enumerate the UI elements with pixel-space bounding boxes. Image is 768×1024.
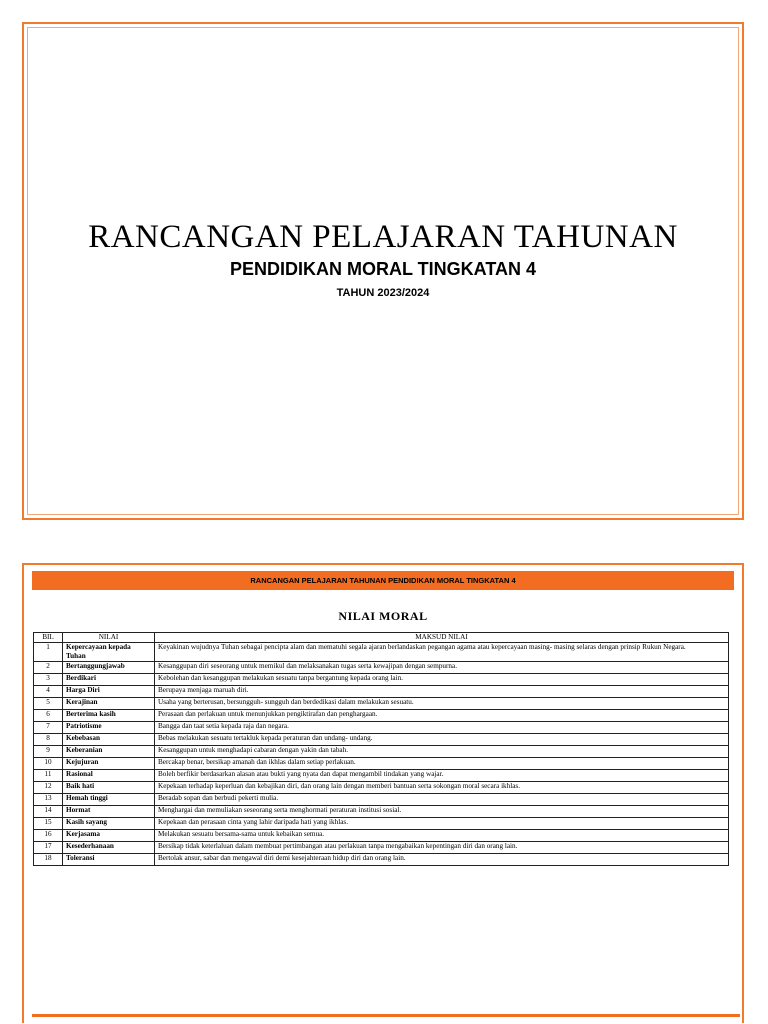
cover-page [22, 22, 744, 520]
table-row [34, 842, 729, 854]
bil-cell: 5 [34, 698, 63, 710]
maksud-cell: Kesanggupan diri seseorang untuk memikul dan melaksanakan tugas serta kewajipan dengan sempurna. [155, 662, 729, 674]
page-header-banner: RANCANGAN PELAJARAN TAHUNAN PENDIDIKAN MORAL TINGKATAN 4 [32, 571, 734, 590]
table-row [34, 770, 729, 782]
maksud-cell: Bercakap benar, bersikap amanah dan ikhlas dalam setiap perlakuan. [155, 758, 729, 770]
bil-cell: 15 [34, 818, 63, 830]
table-row [34, 782, 729, 794]
maksud-cell: Melakukan sesuatu bersama-sama untuk kebaikan semua. [155, 830, 729, 842]
table-row [34, 698, 729, 710]
bil-cell: 16 [34, 830, 63, 842]
nilai-cell: Baik hati [63, 782, 155, 794]
nilai-cell: Hormat [63, 806, 155, 818]
bil-cell: 11 [34, 770, 63, 782]
column-header-bil: BIL [34, 633, 63, 643]
bil-cell: 10 [34, 758, 63, 770]
nilai-cell: Toleransi [63, 854, 155, 866]
bil-cell: 17 [34, 842, 63, 854]
document-title: RANCANGAN PELAJARAN TAHUNAN [88, 219, 678, 255]
maksud-cell: Boleh berfikir berdasarkan alasan atau bukti yang nyata dan dapat mengambil tindakan yang wajar. [155, 770, 729, 782]
bil-cell: 4 [34, 686, 63, 698]
maksud-cell: Kesanggupan untuk menghadapi cabaran dengan yakin dan tabah. [155, 746, 729, 758]
maksud-cell: Perasaan dan perlakuan untuk menunjukkan pengiktirafan dan penghargaan. [155, 710, 729, 722]
maksud-cell: Kepekaan terhadap keperluan dan kebajikan diri, dan orang lain dengan memberi bantuan serta sokongan moral secara ikhlas. [155, 782, 729, 794]
table-row [34, 854, 729, 866]
nilai-cell: Kasih sayang [63, 818, 155, 830]
bil-cell: 9 [34, 746, 63, 758]
table-row [34, 758, 729, 770]
bil-cell: 6 [34, 710, 63, 722]
bil-cell: 12 [34, 782, 63, 794]
nilai-cell: Patriotisme [63, 722, 155, 734]
document-year: TAHUN 2023/2024 [336, 287, 430, 299]
bil-cell: 13 [34, 794, 63, 806]
table-row [34, 662, 729, 674]
nilai-cell: Kejujuran [63, 758, 155, 770]
table-row [34, 674, 729, 686]
table-row [34, 830, 729, 842]
table-row [34, 686, 729, 698]
table-row [34, 794, 729, 806]
nilai-cell: Keberanian [63, 746, 155, 758]
nilai-cell: Hemah tinggi [63, 794, 155, 806]
nilai-cell: Kepercayaan kepada Tuhan [63, 643, 155, 662]
nilai-cell: Berterima kasih [63, 710, 155, 722]
column-header-maksud: MAKSUD NILAI [155, 633, 729, 643]
bil-cell: 7 [34, 722, 63, 734]
nilai-cell: Kesederhanaan [63, 842, 155, 854]
table-header-row [34, 633, 729, 643]
nilai-cell: Rasional [63, 770, 155, 782]
nilai-cell: Kebebasan [63, 734, 155, 746]
maksud-cell: Berupaya menjaga maruah diri. [155, 686, 729, 698]
maksud-cell: Usaha yang berterusan, bersungguh- sungguh dan berdedikasi dalam melakukan sesuatu. [155, 698, 729, 710]
maksud-cell: Bersikap tidak keterlaluan dalam membuat pertimbangan atau perlakuan tanpa mengabaikan kepentingan diri dan orang lain. [155, 842, 729, 854]
bil-cell: 2 [34, 662, 63, 674]
bil-cell: 1 [34, 643, 63, 662]
table-row [34, 818, 729, 830]
maksud-cell: Menghargai dan memuliakan seseorang serta menghormati peraturan institusi sosial. [155, 806, 729, 818]
bil-cell: 8 [34, 734, 63, 746]
maksud-cell: Bebas melakukan sesuatu tertakluk kepada peraturan dan undang- undang. [155, 734, 729, 746]
table-row [34, 734, 729, 746]
table-row [34, 710, 729, 722]
column-header-nilai: NILAI [63, 633, 155, 643]
bil-cell: 18 [34, 854, 63, 866]
bil-cell: 3 [34, 674, 63, 686]
table-row [34, 722, 729, 734]
maksud-cell: Kepekaan dan perasaan cinta yang lahir daripada hati yang ikhlas. [155, 818, 729, 830]
maksud-cell: Kebolehan dan kesanggupan melakukan sesuatu tanpa bergantung kepada orang lain. [155, 674, 729, 686]
nilai-cell: Bertanggungjawab [63, 662, 155, 674]
maksud-cell: Keyakinan wujudnya Tuhan sebagai pencipta alam dan mematuhi segala ajaran berlandaskan pegangan agama atau kepercayaan masing- masing selaras dengan prinsip Rukun Negara. [155, 643, 729, 662]
values-page [22, 563, 744, 1023]
nilai-cell: Kerajinan [63, 698, 155, 710]
table-body [34, 643, 729, 866]
nilai-cell: Berdikari [63, 674, 155, 686]
table-row [34, 643, 729, 662]
moral-values-table [33, 632, 729, 866]
maksud-cell: Bertolak ansur, sabar dan mengawal diri demi kesejahteraan hidup diri dan orang lain. [155, 854, 729, 866]
maksud-cell: Bangga dan taat setia kepada raja dan negara. [155, 722, 729, 734]
page-top-rule [32, 1014, 740, 1017]
document-subtitle: PENDIDIKAN MORAL TINGKATAN 4 [230, 259, 536, 279]
nilai-cell: Harga Diri [63, 686, 155, 698]
section-title: NILAI MORAL [338, 609, 428, 623]
maksud-cell: Beradab sopan dan berbudi pekerti mulia. [155, 794, 729, 806]
bil-cell: 14 [34, 806, 63, 818]
table-row [34, 806, 729, 818]
nilai-cell: Kerjasama [63, 830, 155, 842]
table-row [34, 746, 729, 758]
